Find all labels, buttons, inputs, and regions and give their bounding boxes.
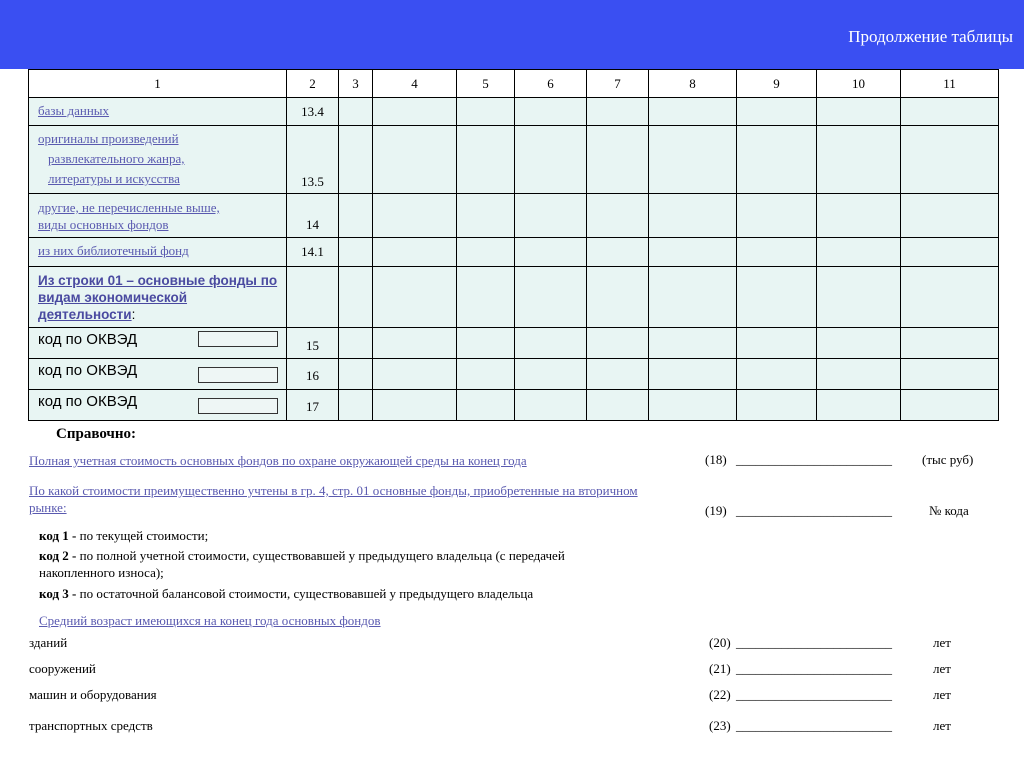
q19-unit: № кода	[929, 503, 969, 518]
okved-label: код по ОКВЭД	[38, 393, 138, 410]
input-cell[interactable]	[457, 238, 515, 267]
average-age-title[interactable]: Средний возраст имеющихся на конец года основных фондов	[39, 613, 381, 628]
input-cell[interactable]	[817, 267, 901, 328]
input-cell[interactable]	[587, 126, 649, 194]
input-cell[interactable]	[515, 194, 587, 238]
input-cell[interactable]	[817, 98, 901, 126]
input-cell[interactable]	[457, 267, 515, 328]
input-cell[interactable]	[587, 328, 649, 359]
column-header: 9	[737, 70, 817, 98]
row-label-originals[interactable]: оригиналы произведений	[38, 131, 179, 146]
age-unit: лет	[933, 718, 951, 733]
okved-code-input[interactable]	[198, 398, 278, 414]
input-cell[interactable]	[373, 238, 457, 267]
input-cell[interactable]	[457, 328, 515, 359]
input-cell[interactable]	[649, 328, 737, 359]
row-label-other-types[interactable]: виды основных фондов	[38, 217, 169, 232]
input-cell[interactable]	[901, 126, 999, 194]
input-cell[interactable]	[587, 359, 649, 390]
age-answer-line[interactable]: ________________________	[736, 635, 892, 650]
input-cell[interactable]	[649, 126, 737, 194]
age-label-machines: машин и оборудования	[29, 687, 157, 702]
age-answer-line[interactable]: ________________________	[736, 687, 892, 702]
row-code: 15	[287, 328, 339, 359]
input-cell[interactable]	[515, 126, 587, 194]
input-cell[interactable]	[817, 359, 901, 390]
input-cell[interactable]	[339, 194, 373, 238]
age-label-buildings: зданий	[29, 635, 68, 650]
column-header: 11	[901, 70, 999, 98]
q18-answer-line[interactable]: ________________________	[736, 452, 892, 467]
input-cell[interactable]	[515, 98, 587, 126]
code-option-2: код 2 - по полной учетной стоимости, существовавшей у предыдущего владельца (с передачей накопленного износа);	[39, 548, 565, 580]
okved-code-input[interactable]	[198, 331, 278, 347]
input-cell[interactable]	[373, 390, 457, 421]
okved-label: код по ОКВЭД	[38, 331, 138, 348]
input-cell[interactable]	[587, 98, 649, 126]
column-header: 8	[649, 70, 737, 98]
table-row	[29, 328, 999, 359]
input-cell[interactable]	[457, 126, 515, 194]
input-cell[interactable]	[373, 328, 457, 359]
age-unit: лет	[933, 635, 951, 650]
input-cell[interactable]	[901, 359, 999, 390]
q19-answer-line[interactable]: ________________________	[736, 503, 892, 518]
input-cell[interactable]	[339, 126, 373, 194]
q19-number: (19)	[705, 503, 727, 518]
column-header: 10	[817, 70, 901, 98]
input-cell[interactable]	[817, 390, 901, 421]
q18-unit: (тыс руб)	[922, 452, 974, 467]
input-cell[interactable]	[901, 390, 999, 421]
age-answer-line[interactable]: ________________________	[736, 718, 892, 733]
okved-code-input[interactable]	[198, 367, 278, 383]
input-cell[interactable]	[737, 359, 817, 390]
input-cell[interactable]	[649, 390, 737, 421]
row-label-entertainment[interactable]: развлекательного жанра,	[48, 151, 185, 166]
column-header: 3	[339, 70, 373, 98]
age-number: (22)	[709, 687, 731, 702]
row-code: 16	[287, 359, 339, 390]
input-cell[interactable]	[901, 238, 999, 267]
input-cell[interactable]	[817, 126, 901, 194]
input-cell[interactable]	[339, 98, 373, 126]
input-cell[interactable]	[373, 267, 457, 328]
input-cell[interactable]	[737, 328, 817, 359]
table-row	[29, 238, 999, 267]
input-cell[interactable]	[817, 194, 901, 238]
input-cell[interactable]	[373, 98, 457, 126]
table-header-row	[29, 70, 999, 98]
input-cell[interactable]	[649, 98, 737, 126]
colon: :	[131, 307, 136, 322]
input-cell[interactable]	[373, 359, 457, 390]
code-option-1: код 1 - по текущей стоимости;	[39, 528, 209, 543]
input-cell[interactable]	[587, 238, 649, 267]
age-label-vehicles: транспортных средств	[29, 718, 153, 733]
column-header: 6	[515, 70, 587, 98]
row-code: 13.4	[287, 98, 339, 126]
row-label-other[interactable]: другие, не перечисленные выше,	[38, 200, 220, 215]
code-option-3: код 3 - по остаточной балансовой стоимости, существовавшей у предыдущего владельца	[39, 586, 534, 601]
table-row	[29, 267, 999, 328]
table-row	[29, 98, 999, 126]
age-number: (20)	[709, 635, 731, 650]
row-code: 17	[287, 390, 339, 421]
input-cell[interactable]	[901, 194, 999, 238]
input-cell[interactable]	[587, 390, 649, 421]
age-number: (21)	[709, 661, 731, 676]
input-cell[interactable]	[457, 194, 515, 238]
row-label-literature[interactable]: литературы и искусства	[48, 171, 180, 186]
header-bar	[0, 0, 1024, 69]
input-cell[interactable]	[901, 267, 999, 328]
reference-title: Справочно:	[56, 426, 137, 442]
table-row	[29, 359, 999, 390]
row-label-library[interactable]: из них библиотечный фонд	[38, 243, 189, 258]
input-cell[interactable]	[649, 359, 737, 390]
table-row	[29, 390, 999, 421]
input-cell[interactable]	[901, 98, 999, 126]
input-cell[interactable]	[737, 126, 817, 194]
input-cell[interactable]	[515, 359, 587, 390]
column-header: 7	[587, 70, 649, 98]
table-row	[29, 126, 999, 194]
input-cell[interactable]	[737, 238, 817, 267]
input-cell[interactable]	[737, 194, 817, 238]
input-cell[interactable]	[339, 328, 373, 359]
age-number: (23)	[709, 718, 731, 733]
input-cell[interactable]	[515, 390, 587, 421]
age-label-structures: сооружений	[29, 661, 96, 676]
input-cell[interactable]	[373, 194, 457, 238]
input-cell[interactable]	[649, 238, 737, 267]
column-header: 4	[373, 70, 457, 98]
column-header: 5	[457, 70, 515, 98]
input-cell[interactable]	[515, 267, 587, 328]
input-cell[interactable]	[339, 238, 373, 267]
input-cell[interactable]	[373, 126, 457, 194]
table-row	[29, 194, 999, 238]
row-code: 14.1	[287, 238, 339, 267]
header-title: Продолжение таблицы	[848, 27, 1013, 46]
input-cell[interactable]	[587, 267, 649, 328]
column-header: 2	[287, 70, 339, 98]
input-cell[interactable]	[515, 328, 587, 359]
input-cell[interactable]	[737, 267, 817, 328]
okved-label: код по ОКВЭД	[38, 362, 138, 379]
age-unit: лет	[933, 687, 951, 702]
input-cell[interactable]	[737, 390, 817, 421]
age-answer-line[interactable]: ________________________	[736, 661, 892, 676]
row-label-databases[interactable]: базы данных	[38, 103, 110, 118]
input-cell[interactable]	[587, 194, 649, 238]
input-cell[interactable]	[339, 267, 373, 328]
input-cell[interactable]	[457, 359, 515, 390]
input-cell[interactable]	[901, 328, 999, 359]
input-cell[interactable]	[515, 238, 587, 267]
q18-text[interactable]: Полная учетная стоимость основных фондов по охране окружающей среды на конец года	[29, 453, 527, 468]
input-cell[interactable]	[649, 194, 737, 238]
input-cell[interactable]	[817, 238, 901, 267]
row-code: 13.5	[287, 126, 339, 194]
input-cell[interactable]	[649, 267, 737, 328]
age-unit: лет	[933, 661, 951, 676]
input-cell[interactable]	[457, 390, 515, 421]
input-cell[interactable]	[737, 98, 817, 126]
fixed-assets-table	[28, 69, 999, 421]
empty-cell	[287, 267, 339, 328]
q19-text[interactable]: По какой стоимости преимущественно учтены в гр. 4, стр. 01 основные фонды, приобретенные на вторичном рынке:	[29, 483, 638, 515]
input-cell[interactable]	[817, 328, 901, 359]
input-cell[interactable]	[339, 359, 373, 390]
row-label-economic-activity[interactable]: Из строки 01 – основные фонды по видам экономической деятельности	[38, 273, 278, 322]
q18-number: (18)	[705, 452, 727, 467]
input-cell[interactable]	[457, 98, 515, 126]
column-header: 1	[29, 70, 287, 98]
input-cell[interactable]	[339, 390, 373, 421]
row-code: 14	[287, 194, 339, 238]
